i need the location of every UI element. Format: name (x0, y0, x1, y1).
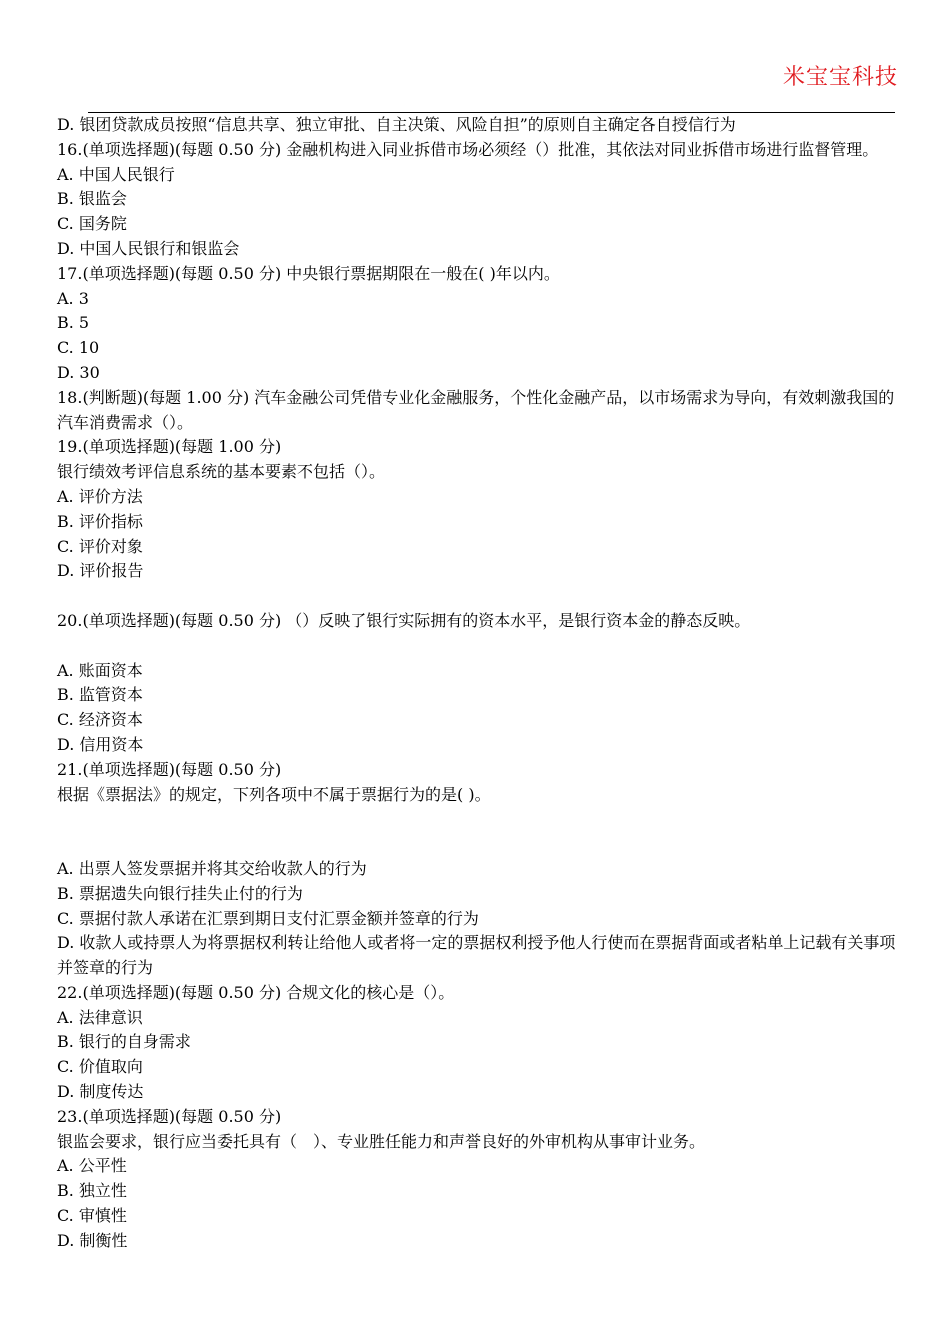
option-line: A. 3 (57, 288, 89, 308)
spacer (57, 807, 897, 857)
question-23: 23.(单项选择题)(每题 0.50 分) (57, 1106, 282, 1126)
option-line: C. 10 (57, 338, 100, 358)
question-text: 根据《票据法》的规定，下列各项中不属于票据行为的是( )。 (57, 784, 491, 804)
question-20: 20.(单项选择题)(每题 0.50 分) （）反映了银行实际拥有的资本水平，是银行资本金的静态反映。 (57, 610, 751, 630)
option-line: D. 30 (57, 362, 100, 382)
question-16: 16.(单项选择题)(每题 0.50 分) 金融机构进入同业拆借市场必须经（）批准，其依法对同业拆借市场进行监督管理。 (57, 139, 879, 159)
option-line: C. 经济资本 (57, 710, 143, 730)
option-line: A. 公平性 (57, 1156, 127, 1176)
option-line: C. 评价对象 (57, 536, 143, 556)
option-line: D. 中国人民银行和银监会 (57, 238, 240, 258)
option-line: A. 法律意识 (57, 1007, 143, 1027)
option-line: C. 票据付款人承诺在汇票到期日支付汇票金额并签章的行为 (57, 908, 479, 928)
option-line: B. 评价指标 (57, 511, 143, 531)
option-line: C. 国务院 (57, 214, 127, 234)
option-line: A. 账面资本 (57, 660, 143, 680)
question-text: 银行绩效考评信息系统的基本要素不包括（）。 (57, 462, 386, 482)
text-line: D. 银团贷款成员按照“信息共享、独立审批、自主决策、风险自担”的原则自主确定各自授信行为 (57, 115, 736, 134)
brand-logo-text: 米宝宝科技 (782, 65, 898, 90)
document-body (57, 113, 897, 1254)
option-line: B. 监管资本 (57, 685, 143, 705)
option-line: B. 独立性 (57, 1181, 127, 1201)
option-line: B. 银监会 (57, 189, 127, 209)
option-line: D. 评价报告 (57, 561, 144, 581)
question-17: 17.(单项选择题)(每题 0.50 分) 中央银行票据期限在一般在( )年以内。 (57, 263, 560, 283)
option-line: D. 制衡性 (57, 1230, 128, 1250)
question-18: 18.(判断题)(每题 1.00 分) 汽车金融公司凭借专业化金融服务，个性化金融产品，以市场需求为导向，有效刺激我国的汽车消费需求（）。 (57, 387, 895, 432)
option-line: A. 出票人签发票据并将其交给收款人的行为 (57, 858, 367, 878)
question-21: 21.(单项选择题)(每题 0.50 分) (57, 759, 282, 779)
option-line: D. 信用资本 (57, 734, 144, 754)
question-text: 银监会要求，银行应当委托具有（ ）、专业胜任能力和声誉良好的外审机构从事审计业务。 (57, 1131, 706, 1151)
option-line: B. 银行的自身需求 (57, 1032, 191, 1052)
option-line: C. 审慎性 (57, 1206, 127, 1226)
option-line: C. 价值取向 (57, 1057, 143, 1077)
option-line: B. 5 (57, 313, 90, 333)
question-22: 22.(单项选择题)(每题 0.50 分) 合规文化的核心是（）。 (57, 982, 455, 1002)
option-line: A. 评价方法 (57, 486, 143, 506)
question-19: 19.(单项选择题)(每题 1.00 分) (57, 437, 282, 457)
spacer (57, 584, 897, 609)
option-line: D. 收款人或持票人为将票据权利转让给他人或者将一定的票据权利授予他人行使而在票据背面或者粘单上记载有关事项并签章的行为 (57, 933, 896, 978)
option-line: A. 中国人民银行 (57, 164, 175, 184)
option-line: B. 票据遗失向银行挂失止付的行为 (57, 883, 303, 903)
option-line: D. 制度传达 (57, 1082, 144, 1102)
spacer (57, 634, 897, 659)
